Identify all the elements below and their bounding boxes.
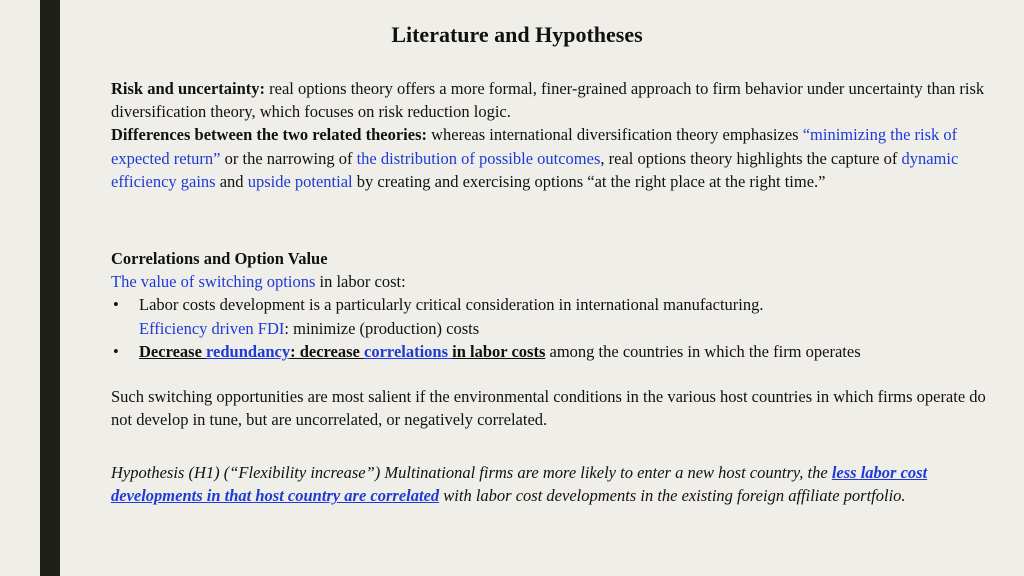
slide-title: Literature and Hypotheses [391, 22, 643, 47]
bullet-2-part-2: : decrease [290, 341, 365, 361]
bullet-2-part-1: Decrease [139, 341, 207, 361]
differences-text-4: and [215, 171, 248, 191]
efficiency-fdi-text: : minimize (production) costs [284, 318, 480, 338]
differences-highlight-3: dynamic efficiency gains [111, 148, 959, 191]
bullet-icon: • [113, 295, 119, 315]
differences-highlight-2: the distribution of possible outcomes [356, 148, 601, 168]
correlations-heading: Correlations and Option Value [111, 249, 328, 268]
bullet-icon: • [113, 341, 119, 361]
redundancy-link[interactable]: redundancy [206, 341, 291, 361]
section-correlations [111, 247, 991, 363]
bullet-2-rest: among the countries in which the firm operates [545, 341, 861, 361]
differences-paragraph [111, 123, 991, 193]
hypothesis-text-2: with labor cost developments in the existing foreign affiliate portfolio. [439, 486, 906, 506]
differences-text-5: by creating and exercising options “at the right place at the right time.” [352, 171, 826, 191]
bullet-1-text: Labor costs development is a particularly critical consideration in international manufacturing. [139, 295, 764, 315]
switching-intro-text: in labor cost: [315, 272, 406, 292]
bullet-2-emphasis [139, 342, 545, 361]
decorative-side-bar [40, 0, 60, 576]
hypothesis-text-1: Hypothesis (H1) (“Flexibility increase”) Multinational firms are more likely to enter a new host country, the [111, 463, 832, 482]
differences-label: Differences between the two related theories: [111, 125, 427, 145]
bullet-2-part-3: in labor costs [452, 341, 546, 361]
bullet-item-labor-costs [111, 293, 991, 316]
differences-text-1: whereas international diversification theory emphasizes [427, 125, 803, 145]
risk-text: real options theory offers a more formal, finer-grained approach to firm behavior under uncertainty than risk diversification theory, which focuses on risk reduction logic. [111, 79, 985, 122]
differences-text-2: or the narrowing of [220, 148, 357, 168]
risk-paragraph [111, 77, 991, 123]
section-hypothesis [111, 461, 991, 507]
efficiency-fdi-highlight: Efficiency driven FDI [139, 318, 285, 338]
correlations-link[interactable]: correlations [364, 341, 453, 361]
switching-options-highlight: The value of switching options [111, 272, 316, 292]
hypothesis-paragraph [111, 461, 991, 507]
bullet-item-decrease-redundancy [111, 340, 991, 363]
risk-label: Risk and uncertainty: [111, 79, 266, 98]
differences-text-3: , real options theory highlights the capture of [600, 148, 902, 168]
differences-highlight-1: “minimizing the risk of expected return” [111, 125, 958, 168]
switching-intro [111, 270, 991, 293]
section-switching-opportunities [111, 385, 991, 431]
section-risk-uncertainty [111, 77, 991, 193]
bullet-1-subline [111, 317, 991, 340]
switching-opportunities-paragraph: Such switching opportunities are most salient if the environmental conditions in the various host countries in which firms operate do not develop in tune, but are uncorrelated, or negatively correlated. [111, 387, 986, 430]
differences-highlight-4: upside potential [247, 171, 353, 191]
hypothesis-link[interactable]: less labor cost developments in that host country are correlated [111, 463, 928, 506]
